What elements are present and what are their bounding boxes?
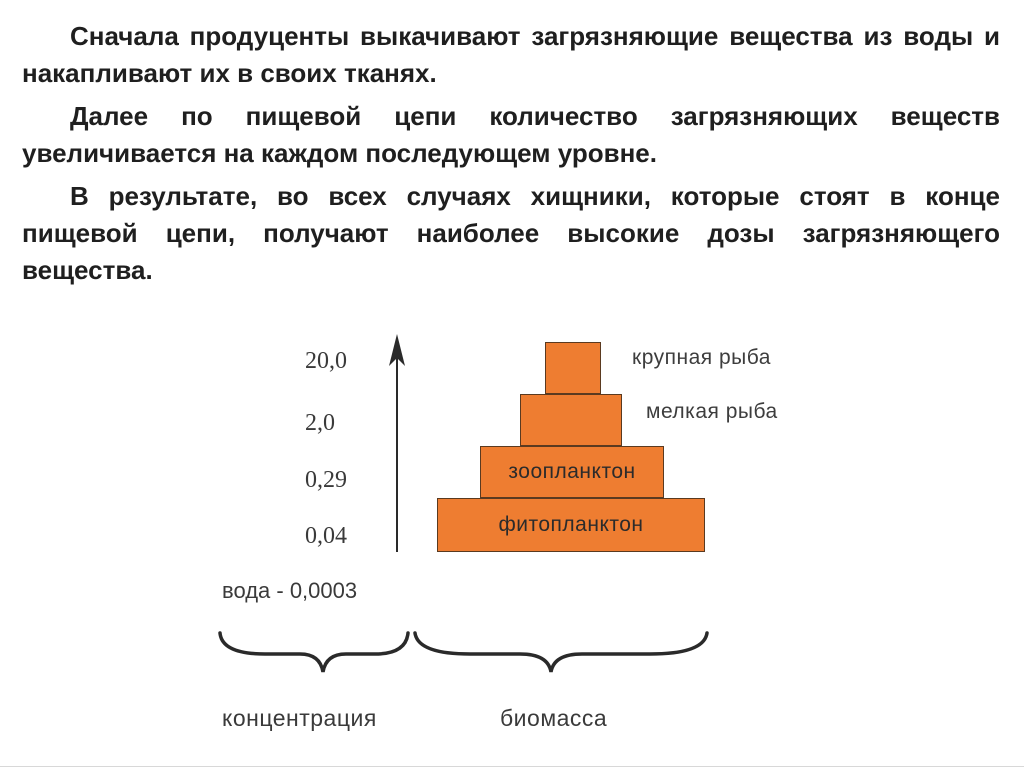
pyramid-block-zooplankton	[480, 446, 664, 498]
concentration-brace	[220, 633, 408, 672]
paragraph-producers: Сначала продуценты выкачивают загрязняющие вещества из воды и накапливают их в своих тканях.	[22, 21, 1000, 88]
text-block	[22, 18, 1000, 289]
concentration-caption: концентрация	[222, 705, 377, 731]
zooplankton-label: зоопланктон	[508, 460, 636, 483]
paragraph-predators: В результате, во всех случаях хищники, которые стоят в конце пищевой цепи, получают наиболее высокие дозы загрязняющего вещества.	[22, 181, 1000, 285]
large-fish-label: крупная рыба	[632, 346, 771, 369]
concentration-label-phytoplankton: 0,04	[305, 523, 347, 549]
water-concentration-label: вода - 0,0003	[222, 578, 358, 603]
curly-braces	[210, 630, 720, 680]
concentration-label-zooplankton: 0,29	[305, 467, 347, 493]
paragraph-food-chain: Далее по пищевой цепи количество загрязняющих веществ увеличивается на каждом последующем уровне.	[22, 101, 1000, 168]
biomagnification-diagram	[0, 320, 1024, 767]
concentration-label-large-fish: 20,0	[305, 348, 347, 374]
pyramid-block-small-fish	[520, 394, 622, 446]
small-fish-label: мелкая рыба	[646, 400, 778, 423]
biomass-brace	[415, 633, 707, 672]
up-arrow-icon	[380, 332, 414, 557]
biomass-caption: биомасса	[500, 705, 608, 731]
concentration-label-small-fish: 2,0	[305, 410, 335, 436]
phytoplankton-label: фитопланктон	[498, 513, 644, 536]
pyramid-block-large-fish	[545, 342, 601, 394]
pyramid-block-phytoplankton	[437, 498, 705, 552]
